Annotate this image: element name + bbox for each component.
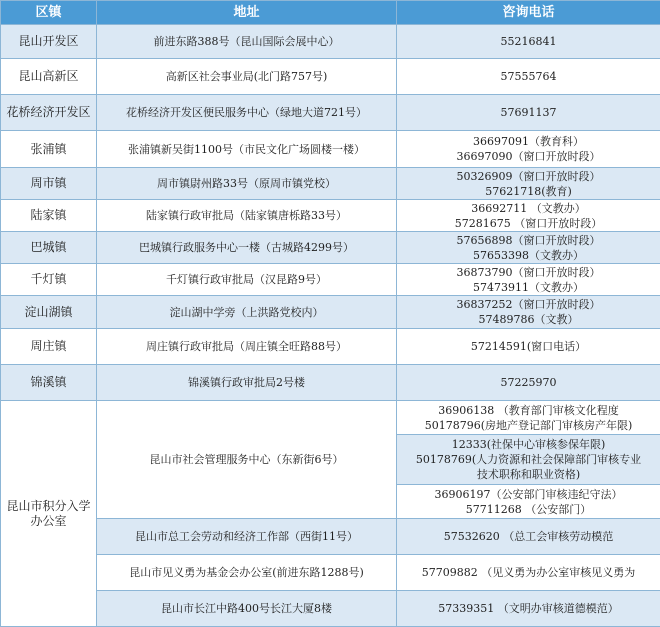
- phone-line: 57653398（文教办）: [399, 248, 658, 263]
- header-phone: 咨询电话: [397, 1, 660, 25]
- phone-line: 57691137: [399, 105, 658, 120]
- phone-cell: [397, 365, 660, 401]
- district-cell: 巴城镇: [1, 232, 97, 264]
- phone-cell: [397, 401, 660, 435]
- table-row: [1, 401, 660, 435]
- address-cell: 昆山市见义勇为基金会办公室(前进东路1288号): [97, 555, 397, 591]
- address-cell: 千灯镇行政审批局（汉昆路9号）: [97, 264, 397, 296]
- phone-cell: [397, 95, 660, 131]
- district-cell: 千灯镇: [1, 264, 97, 296]
- phone-line: 50178769(人力资源和社会保障部门审核专业: [399, 452, 658, 467]
- phone-line: 36837252（窗口开放时段）: [399, 297, 658, 312]
- table-row: [1, 168, 660, 200]
- district-cell: 周庄镇: [1, 329, 97, 365]
- table-row: [1, 365, 660, 401]
- address-cell: 巴城镇行政服务中心一楼（古城路4299号）: [97, 232, 397, 264]
- table-row: [1, 329, 660, 365]
- table-row: [1, 95, 660, 131]
- header-address: 地址: [97, 1, 397, 25]
- phone-line: 57489786（文教）: [399, 312, 658, 327]
- table-row: [1, 519, 660, 555]
- district-cell: 陆家镇: [1, 200, 97, 232]
- header-row: [1, 1, 660, 25]
- phone-line: 57656898（窗口开放时段）: [399, 233, 658, 248]
- phone-line: 57709882 （见义勇为办公室审核见义勇为: [399, 565, 658, 580]
- table-row: [1, 591, 660, 627]
- address-cell: 前进东路388号（昆山国际会展中心）: [97, 25, 397, 59]
- address-cell: 周庄镇行政审批局（周庄镇全旺路88号）: [97, 329, 397, 365]
- phone-cell: [397, 519, 660, 555]
- address-cell: 高新区社会事业局(北门路757号): [97, 59, 397, 95]
- address-cell: 昆山市总工会劳动和经济工作部（西街11号）: [97, 519, 397, 555]
- phone-line: 57555764: [399, 69, 658, 84]
- district-cell: 张浦镇: [1, 131, 97, 168]
- table-row: [1, 264, 660, 296]
- phone-line: 36697090（窗口开放时段）: [399, 149, 658, 164]
- phone-cell: [397, 232, 660, 264]
- address-cell: 锦溪镇行政审批局2号楼: [97, 365, 397, 401]
- phone-cell: [397, 329, 660, 365]
- phone-line: 36697091（教育科）: [399, 134, 658, 149]
- phone-line: 50326909（窗口开放时段）: [399, 169, 658, 184]
- phone-line: 12333(社保中心审核参保年限): [399, 437, 658, 452]
- phone-cell: [397, 485, 660, 519]
- phone-cell: [397, 131, 660, 168]
- address-cell: 淀山湖中学旁（上洪路党校内）: [97, 296, 397, 329]
- phone-cell: [397, 296, 660, 329]
- phone-line: 57281675 （窗口开放时段）: [399, 216, 658, 231]
- district-cell: 昆山高新区: [1, 59, 97, 95]
- phone-cell: [397, 200, 660, 232]
- address-cell: 花桥经济开发区便民服务中心（绿地大道721号）: [97, 95, 397, 131]
- table-row: [1, 296, 660, 329]
- phone-line: 57711268 （公安部门）: [399, 502, 658, 517]
- phone-line: 57621718(教育): [399, 184, 658, 199]
- district-cell: 昆山开发区: [1, 25, 97, 59]
- phone-cell: [397, 555, 660, 591]
- office-main-address-cell: 昆山市社会管理服务中心（东新街6号）: [97, 401, 397, 519]
- phone-line: 36692711 （文教办）: [399, 201, 658, 216]
- phone-line: 技术职称和职业资格): [399, 467, 658, 482]
- table-row: [1, 59, 660, 95]
- phone-cell: [397, 264, 660, 296]
- district-cell: 花桥经济开发区: [1, 95, 97, 131]
- phone-line: 57225970: [399, 375, 658, 390]
- phone-line: 36906138 （教育部门审核文化程度: [399, 403, 658, 418]
- header-district: 区镇: [1, 1, 97, 25]
- phone-line: 57214591(窗口电话）: [399, 339, 658, 354]
- phone-line: 57473911（文教办）: [399, 280, 658, 295]
- phone-cell: [397, 435, 660, 485]
- phone-line: 57339351 （文明办审核道德模范）: [399, 601, 658, 616]
- address-cell: 周市镇尉州路33号（原周市镇党校）: [97, 168, 397, 200]
- district-cell: 锦溪镇: [1, 365, 97, 401]
- phone-cell: [397, 591, 660, 627]
- address-cell: 陆家镇行政审批局（陆家镇唐栎路33号）: [97, 200, 397, 232]
- phone-line: 36873790（窗口开放时段）: [399, 265, 658, 280]
- table-row: [1, 555, 660, 591]
- address-cell: 张浦镇新吴街1100号（市民文化广场圆楼一楼）: [97, 131, 397, 168]
- table-row: [1, 131, 660, 168]
- phone-line: 50178796(房地产登记部门审核房产年限): [399, 418, 658, 433]
- district-cell: 淀山湖镇: [1, 296, 97, 329]
- phone-cell: [397, 25, 660, 59]
- phone-cell: [397, 59, 660, 95]
- phone-cell: [397, 168, 660, 200]
- table-row: [1, 25, 660, 59]
- table-row: [1, 200, 660, 232]
- address-cell: 昆山市长江中路400号长江大厦8楼: [97, 591, 397, 627]
- office-district-cell: 昆山市积分入学办公室: [1, 401, 97, 627]
- district-cell: 周市镇: [1, 168, 97, 200]
- table-row: [1, 232, 660, 264]
- phone-line: 55216841: [399, 34, 658, 49]
- phone-line: 36906197（公安部门审核违纪守法）: [399, 487, 658, 502]
- phone-line: 57532620 （总工会审核劳动模范: [399, 529, 658, 544]
